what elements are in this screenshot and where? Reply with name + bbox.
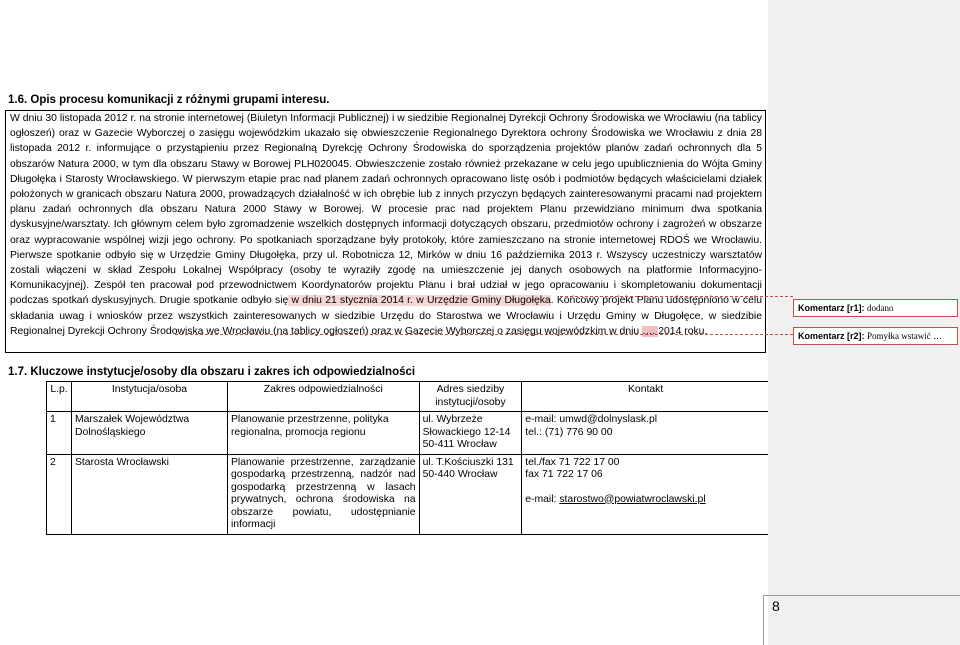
cell-institution: Starosta Wrocławski	[71, 454, 227, 534]
cell-address: ul. Wybrzeże Słowackiego 12-14 50-411 Wrocław	[419, 412, 522, 455]
section-heading-1-7: 1.7. Kluczowe instytucje/osoby dla obszaru i zakres ich odpowiedzialności	[8, 366, 416, 378]
comment-connector-r2	[175, 334, 793, 335]
contact-email-label: e-mail:	[525, 493, 560, 505]
paragraph-text-3: 2014 roku.	[658, 325, 708, 337]
highlight-comment-r1[interactable]: w dniu 21 stycznia 2014 r. w Urzędzie Gminy Długołęka	[288, 295, 551, 307]
contact-tel-fax: tel./fax 71 722 17 00	[525, 456, 620, 468]
cell-scope: Planowanie przestrzenne, polityka regionalna, promocja regionu	[227, 412, 419, 455]
table-row	[47, 412, 770, 455]
contact-fax: fax 71 722 17 06	[525, 469, 603, 480]
footer-rule	[763, 595, 960, 596]
paragraph-text-1: W dniu 30 listopada 2012 r. na stronie internetowej (Biuletyn Informacji Publicznej) i w siedzibie Regionalnej Dyrekcji Ochrony Środowiska we Wrocławiu (na tablicy ogłoszeń) oraz w Gazecie Wyborczej o zasięgu wojewódzkim ukazało się obwieszczenie Regionalnego Dyrektora ochrony Środowiska we Wrocławiu z dnia 28 listopada 2012 r. informujące o przystąpieniu przez Regionalną Dyrekcję Ochrony Środowiska do sporządzenia projektów planów zadań ochronnych dla 5 obszarów Natura 2000, w tym dla obszaru Stawy w Borowej PLH020045. Obwieszczenie zostało również przekazane w celu jego upublicznienia do Wójta Gminy Długołęka i Starosty Wrocławskiego. W pierwszym etapie prac nad planem zadań ochronnych opracowano listę osób i podmiotów będących właścicielami działek położonych w granicach obszaru Natura 2000, prowadzących działalność w ich obrębie lub z innych przyczyn będących zainteresowanymi pracami nad projektem planu zadań ochronnych dla obszaru Natura 2000 Stawy w Borowej. W procesie prac nad projektem Planu przewidziano minimum dwa spotkania dyskusyjne/warsztaty. Ich głównym celem było zgromadzenie wszelkich dostępnych informacji dotyczących obszaru, przedmiotów ochrony i zagrożeń w obszarze oraz wypracowanie wspólnej wizji jego ochrony. Po spotkaniach sporządzane były protokoły, które zamieszczano na stronie internetowej RDOŚ we Wrocławiu. Pierwsze spotkanie odbyło się w Urzędzie Gminy Długołęka, przy ul. Robotnicza 12, Mirków w dniu 16 października 2013 r. Wszyscy uczestniczy warsztatów zostali włączeni w skład Zespołu Lokalnej Współpracy (osoby te wyraziły zgodę na umieszczenie jej danych osobowych na platformie Informacyjno- Komunikacyjnej). Zespół ten pracował pod przewodnictwem Koordynatorów projektu Planu i brał udział w jego opracowaniu i skompletowaniu dokumentacji podczas spotkań dyskusyjnych. Drugie spotkanie odbyło się	[10, 113, 762, 307]
comment-margin	[768, 0, 960, 645]
comment-connector-r1	[560, 296, 793, 297]
comment-text: dodano	[867, 303, 894, 313]
cell-lp: 1	[47, 412, 72, 455]
cell-contact	[522, 412, 770, 455]
cell-scope: Planowanie przestrzenne, zarządzanie gospodarką przestrzenną, nadzór nad gospodarką przestrzenną w lasach prywatnych, ochrona środowiska na obszarze powiatu, udostępnianie informacji	[227, 454, 419, 534]
paragraph-text-2: . Końcowy projekt Planu udostępniono w celu składania uwag i wniosków przez wszystkich zainteresowanych w siedzibie Urzędu do Starostwa we Wrocławiu i Urzędu Gminy w Długołęce, w siedzibie Regionalnej Dyrekcji Ochrony Środowiska we Wrocławiu (na tablicy ogłoszeń) oraz w Gazecie Wyborczej o zasięgu wojewódzkim w dniu	[10, 295, 762, 337]
header-scope: Zakres odpowiedzialności	[227, 382, 419, 412]
section-heading-1-6: 1.6. Opis procesu komunikacji z różnymi grupami interesu.	[8, 94, 330, 106]
footer-divider	[763, 595, 764, 645]
header-address: Adres siedziby instytucji/osoby	[419, 382, 522, 412]
highlight-comment-r2[interactable]: ….	[642, 325, 659, 337]
contact-email: e-mail: umwd@dolnyslask.pl	[525, 414, 658, 425]
header-lp: L.p.	[47, 382, 72, 412]
cell-institution: Marszałek Województwa Dolnośląskiego	[71, 412, 227, 455]
contact-tel: tel.: (71) 776 90 00	[525, 426, 613, 438]
comment-label: Komentarz [r2]:	[798, 331, 865, 341]
cell-lp: 2	[47, 454, 72, 534]
page-number: 8	[772, 598, 780, 614]
comment-label: Komentarz [r1]:	[798, 303, 865, 313]
cell-address: ul. T.Kościuszki 131 50-440 Wrocław	[419, 454, 522, 534]
header-contact: Kontakt	[522, 382, 770, 412]
table-row	[47, 454, 770, 534]
contact-email-line	[525, 494, 766, 507]
institutions-table	[46, 381, 770, 535]
paragraph-communication	[10, 111, 762, 339]
comment-r1[interactable]	[793, 299, 958, 317]
header-institution: Instytucja/osoba	[71, 382, 227, 412]
comment-text: Pomyłka wstawić …	[867, 331, 943, 341]
contact-email-link[interactable]: starostwo@powiatwroclawski.pl	[559, 493, 706, 505]
table-header-row	[47, 382, 770, 412]
cell-contact	[522, 454, 770, 534]
comment-r2[interactable]	[793, 327, 958, 345]
